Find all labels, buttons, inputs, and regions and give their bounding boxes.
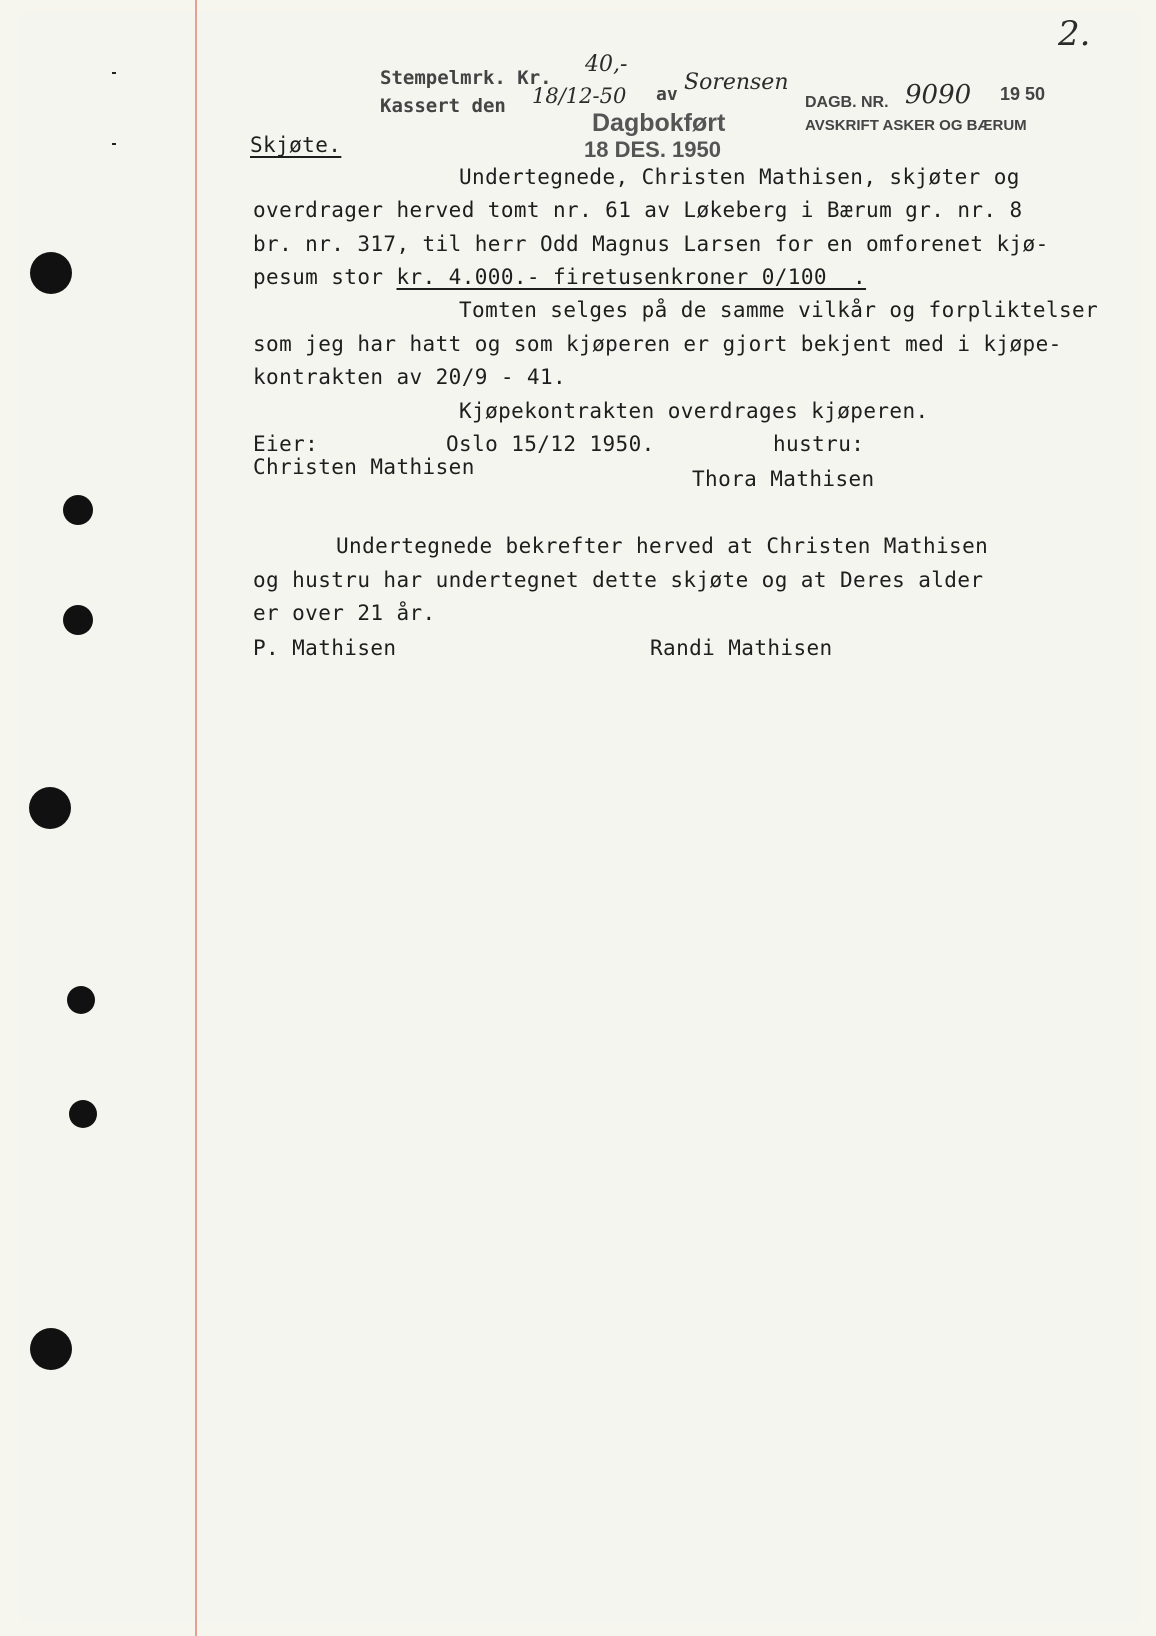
punch-hole <box>69 1100 97 1128</box>
body-line <box>253 265 866 289</box>
punch-hole <box>29 787 71 829</box>
owner-label: Eier: <box>253 432 319 456</box>
body-line: overdrager herved tomt nr. 61 av Løkeberg i Bærum gr. nr. 8 <box>253 198 1023 222</box>
stamp-amount: 40,- <box>585 52 628 77</box>
owner-name: Christen Mathisen <box>253 455 475 479</box>
dagb-nr-label: DAGB. NR. <box>805 94 889 111</box>
witness-signature: P. Mathisen <box>253 636 397 660</box>
witness-signature: Randi Mathisen <box>650 636 833 660</box>
kassert-av: av <box>656 84 678 105</box>
witness-line: er over 21 år. <box>253 601 436 625</box>
dagb-year: 19 50 <box>1000 84 1046 104</box>
kassert-signature: Sorensen <box>684 70 789 95</box>
body-line: br. nr. 317, til herr Odd Magnus Larsen for en omforenet kjø- <box>253 232 1049 256</box>
witness-line: og hustru har undertegnet dette skjøte og at Deres alder <box>253 568 984 592</box>
body-line: som jeg har hatt og som kjøperen er gjort bekjent med i kjøpe- <box>253 332 1062 356</box>
place-date: Oslo 15/12 1950. <box>446 432 655 456</box>
stamp-label: Stempelmrk. Kr. <box>380 67 552 89</box>
dagb-nr-value: 9090 <box>905 80 972 110</box>
body-line: Undertegnede, Christen Mathisen, skjøter og <box>459 165 1020 189</box>
spouse-label: hustru: <box>773 432 865 456</box>
page-number: 2. <box>1058 14 1091 54</box>
purchase-amount: kr. 4.000.- firetusenkroner 0/100 . <box>396 265 867 289</box>
witness-line: Undertegnede bekrefter herved at Christen Mathisen <box>336 534 989 558</box>
margin-mark <box>112 143 116 145</box>
margin-mark <box>112 72 116 74</box>
punch-hole <box>67 986 95 1014</box>
kassert-date: 18/12-50 <box>532 84 627 108</box>
dagbokfort-date: 18 DES. 1950 <box>584 137 721 162</box>
punch-hole <box>63 495 93 525</box>
body-text: pesum stor <box>253 265 397 289</box>
punch-hole <box>30 252 72 294</box>
kassert-label: Kassert den <box>380 95 506 117</box>
body-line: Kjøpekontrakten overdrages kjøperen. <box>459 399 929 423</box>
margin-rule <box>195 0 197 1636</box>
dagbokfort-stamp: Dagbokført <box>592 109 726 137</box>
body-line: kontrakten av 20/9 - 41. <box>253 365 567 389</box>
punch-hole <box>30 1328 72 1370</box>
spouse-name: Thora Mathisen <box>692 467 875 491</box>
avskrift-stamp: AVSKRIFT ASKER OG BÆRUM <box>805 117 1027 134</box>
document-title: Skjøte. <box>250 133 342 157</box>
punch-hole <box>63 605 93 635</box>
body-line: Tomten selges på de samme vilkår og forpliktelser <box>459 298 1099 322</box>
